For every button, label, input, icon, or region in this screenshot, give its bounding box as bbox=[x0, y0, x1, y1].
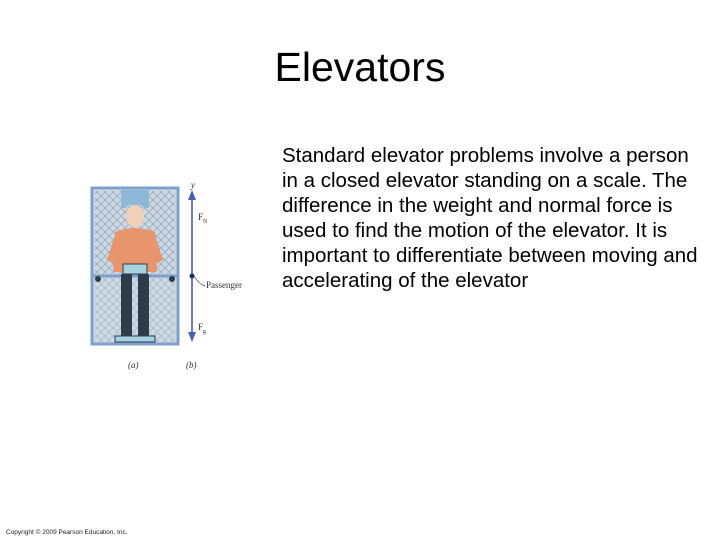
panel-b-label: (b) bbox=[186, 360, 197, 370]
y-axis-label: y bbox=[191, 180, 195, 190]
gravity-force-label: $F_g$ bbox=[198, 322, 207, 335]
gravity-force-arrow bbox=[188, 332, 196, 342]
passenger-label: Passenger bbox=[206, 280, 242, 290]
slide-body-text: Standard elevator problems involve a person in a closed elevator standing on a scale. The difference in the weight and normal force is used to find the motion of the elevator. It is important to differentiate between moving and accelerating of the elevator bbox=[282, 144, 698, 292]
panel-a-label: (a) bbox=[128, 360, 139, 370]
elevator-diagram bbox=[85, 180, 255, 375]
free-body-diagram bbox=[188, 180, 242, 342]
elevator-figure bbox=[85, 180, 255, 375]
copyright-notice: Copyright © 2009 Pearson Education, Inc. bbox=[6, 529, 128, 536]
slide-title: Elevators bbox=[274, 44, 446, 90]
normal-force-label: $F_N$ bbox=[198, 212, 208, 225]
normal-force-arrow bbox=[188, 190, 196, 200]
